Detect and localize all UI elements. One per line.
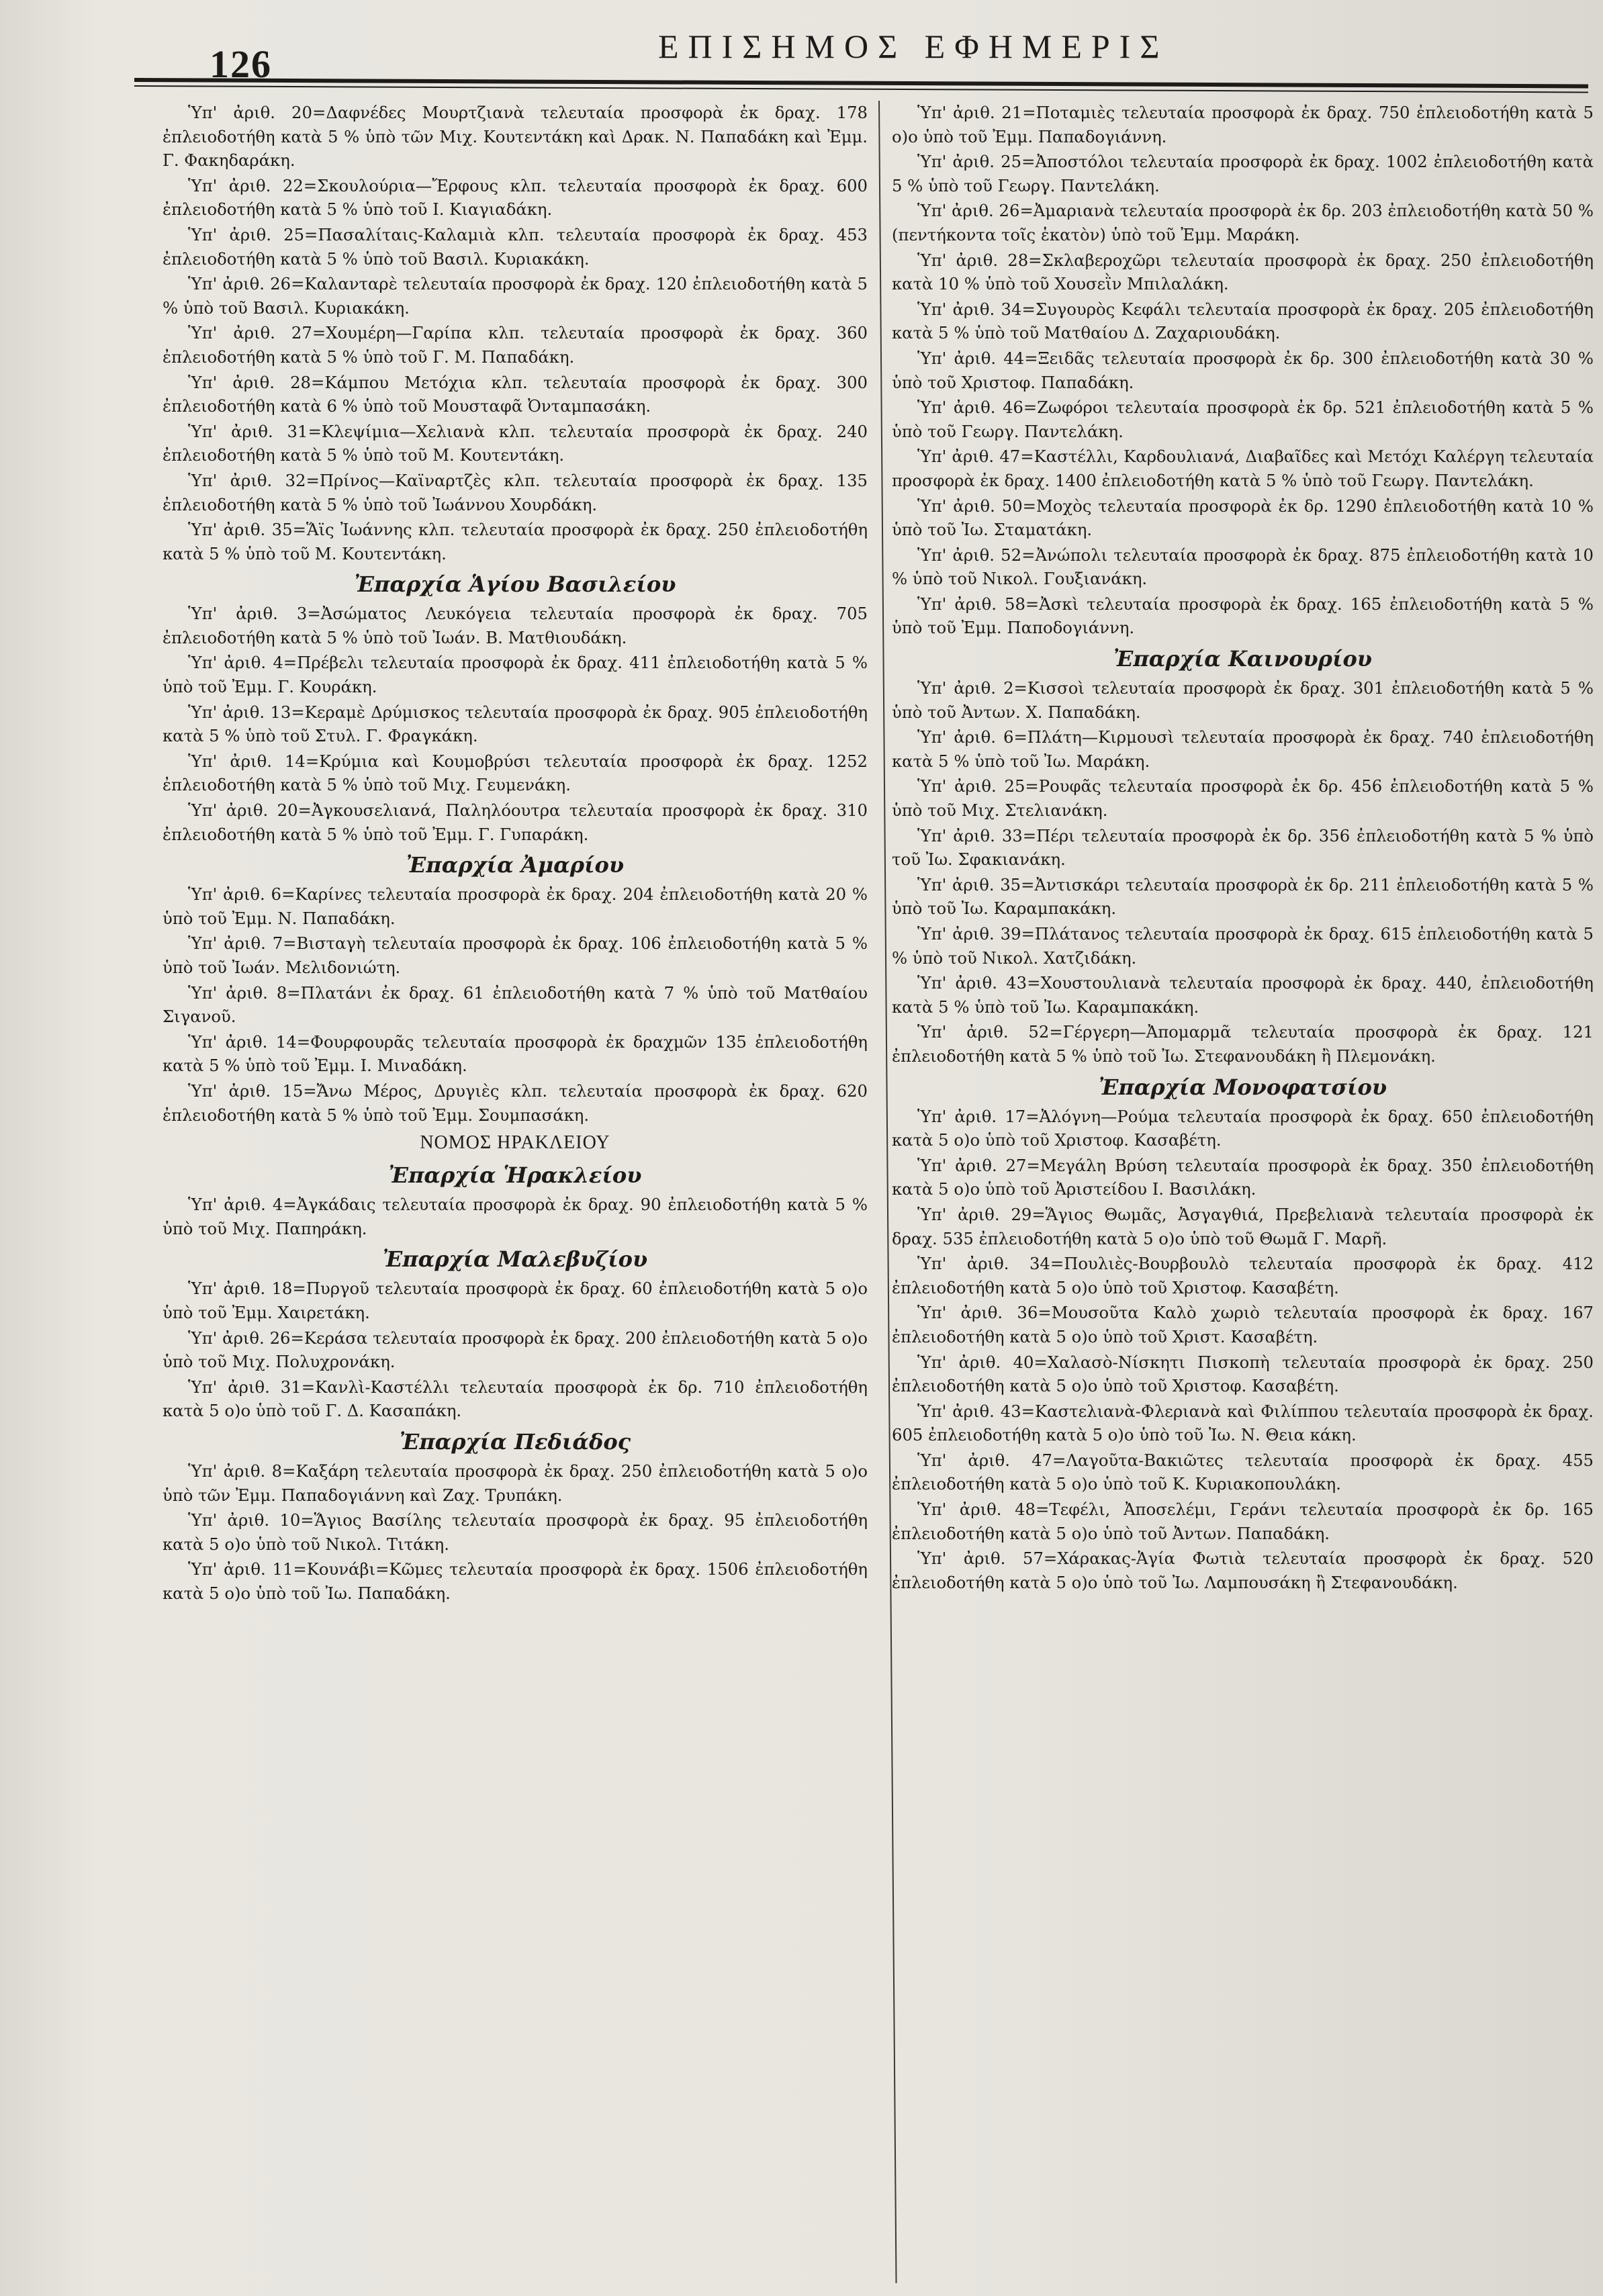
- auction-entry: Ὑπ' ἀριθ. 52=Γέργερη—Ἀπομαρμᾶ τελευταία προσφορὰ ἐκ δραχ. 121 ἐπλειοδοτήθη κατὰ 5 % ὑπὸ τοῦ Ἰω. Στεφανουδάκη ἢ Πλεμονάκη.: [892, 1022, 1594, 1066]
- auction-entry: Ὑπ' ἀριθ. 34=Πουλιὲς-Βουρβουλὸ τελευταία προσφορὰ ἐκ δραχ. 412 ἐπλειοδοτήθη κατὰ 5 ο)ο ὑπὸ τοῦ Χριστοφ. Κασαβέτη.: [892, 1254, 1594, 1297]
- masthead-title: ΕΠΙΣΗΜΟΣ ΕΦΗΜΕΡΙΣ: [658, 28, 1169, 65]
- auction-entry: Ὑπ' ἀριθ. 14=Φουρφουρᾶς τελευταία προσφορὰ ἐκ δραχμῶν 135 ἐπλειοδοτήθη κατὰ 5 % ὑπὸ τοῦ Ἐμμ. Ι. Μιναδάκη.: [163, 1031, 868, 1076]
- left-entries-5: [163, 1277, 868, 1423]
- auction-entry: Ὑπ' ἀριθ. 25=Ἀποστόλοι τελευταία προσφορὰ ἐκ δραχ. 1002 ἐπλειοδοτήθη κατὰ 5 % ὑπὸ τοῦ Γεωργ. Παντελάκη.: [892, 152, 1594, 195]
- auction-entry: Ὑπ' ἀριθ. 25=Πασαλίταις-Καλαμιὰ κλπ. τελευταία προσφορὰ ἐκ δραχ. 453 ἐπλειοδοτήθη κατὰ 5 % ὑπὸ τοῦ Βασιλ. Κυριακάκη.: [163, 224, 868, 269]
- section-heading-pediada: Ἐπαρχία Πεδιάδος: [399, 1428, 631, 1455]
- auction-entry: Ὑπ' ἀριθ. 27=Μεγάλη Βρύση τελευταία προσφορὰ ἐκ δραχ. 350 ἐπλειοδοτήθη κατὰ 5 ο)ο ὑπὸ τοῦ Ἀριστείδου Ι. Βασιλάκη.: [892, 1155, 1594, 1199]
- auction-entry: Ὑπ' ἀριθ. 7=Βισταγὴ τελευταία προσφορὰ ἐκ δραχ. 106 ἐπλειοδοτήθη κατὰ 5 % ὑπὸ τοῦ Ἰωάν. Μελιδονιώτη.: [163, 933, 868, 977]
- auction-entry: Ὑπ' ἀριθ. 35=Ἅϊς Ἰωάννης κλπ. τελευταία προσφορὰ ἐκ δραχ. 250 ἐπλειοδοτήθη κατὰ 5 % ὑπὸ τοῦ Μ. Κουτεντάκη.: [163, 520, 868, 563]
- auction-entry: Ὑπ' ἀριθ. 52=Ἀνώπολι τελευταία προσφορὰ ἐκ δραχ. 875 ἐπλειοδοτήθη κατὰ 10 % ὑπὸ τοῦ Νικολ. Γουξιανάκη.: [892, 545, 1594, 589]
- auction-entry: Ὑπ' ἀριθ. 57=Χάρακας-Ἁγία Φωτιὰ τελευταία προσφορὰ ἐκ δραχ. 520 ἐπλειοδοτήθη κατὰ 5 ο)ο ὑπὸ τοῦ Ἰω. Λαμπουσάκη ἢ Στεφανουδάκη.: [892, 1549, 1594, 1592]
- left-entries-2: [163, 602, 868, 846]
- auction-entry: Ὑπ' ἀριθ. 20=Ἀγκουσελιανά, Παληλόουτρα τελευταία προσφορὰ ἐκ δραχ. 310 ἐπλειοδοτήθη κατὰ 5 % ὑπὸ τοῦ Ἐμμ. Γ. Γυπαράκη.: [163, 800, 868, 844]
- section-heading-monofatsi: Ἐπαρχία Μονοφατσίου: [1098, 1074, 1387, 1100]
- auction-entry: Ὑπ' ἀριθ. 14=Κρύμια καὶ Κουμοβρύσι τελευταία προσφορὰ ἐκ δραχ. 1252 ἐπλειοδοτήθη κατὰ 5 % ὑπὸ τοῦ Μιχ. Γευμενάκη.: [163, 751, 868, 795]
- right-column: [892, 101, 1594, 1596]
- auction-entry: Ὑπ' ἀριθ. 22=Σκουλούρια—Ἔρφους κλπ. τελευταία προσφορὰ ἐκ δραχ. 600 ἐπλειοδοτήθη κατὰ 5 % ὑπὸ τοῦ Ι. Κιαγιαδάκη.: [163, 175, 868, 220]
- left-entries-3: [163, 882, 868, 1127]
- section-heading-malevizi: Ἐπαρχία Μαλεβυζίου: [382, 1246, 648, 1273]
- auction-entry: Ὑπ' ἀριθ. 6=Καρίνες τελευταία προσφορὰ ἐκ δραχ. 204 ἐπλειοδοτήθη κατὰ 20 % ὑπὸ τοῦ Ἐμμ. Ν. Παπαδάκη.: [163, 884, 868, 928]
- auction-entry: Ὑπ' ἀριθ. 33=Πέρι τελευταία προσφορὰ ἐκ δρ. 356 ἐπλειοδοτήθη κατὰ 5 % ὑπὸ τοῦ Ἰω. Σφακιανάκη.: [892, 825, 1594, 870]
- auction-entry: Ὑπ' ἀριθ. 4=Ἀγκάδαις τελευταία προσφορὰ ἐκ δραχ. 90 ἐπλειοδοτήθη κατὰ 5 % ὑπὸ τοῦ Μιχ. Παπηράκη.: [163, 1195, 868, 1238]
- auction-entry: Ὑπ' ἀριθ. 26=Καλανταρὲ τελευταία προσφορὰ ἐκ δραχ. 120 ἐπλειοδοτήθη κατὰ 5 % ὑπὸ τοῦ Βασιλ. Κυριακάκη.: [163, 274, 868, 318]
- auction-entry: Ὑπ' ἀριθ. 34=Συγουρὸς Κεφάλι τελευταία προσφορὰ ἐκ δραχ. 205 ἐπλειοδοτήθη κατὰ 5 % ὑπὸ τοῦ Ματθαίου Δ. Ζαχαριουδάκη.: [892, 299, 1594, 343]
- section-heading-kainourio: Ἐπαρχία Καινουρίου: [1113, 646, 1372, 672]
- auction-entry: Ὑπ' ἀριθ. 3=Ἀσώματος Λευκόγεια τελευταία προσφορὰ ἐκ δραχ. 705 ἐπλειοδοτήθη κατὰ 5 % ὑπὸ τοῦ Ἰωάν. Β. Ματθιουδάκη.: [163, 604, 868, 647]
- auction-entry: Ὑπ' ἀριθ. 8=Καξάρη τελευταία προσφορὰ ἐκ δραχ. 250 ἐπλειοδοτήθη κατὰ 5 ο)ο ὑπὸ τῶν Ἐμμ. Παπαδογιάννη καὶ Ζαχ. Τρυπάκη.: [163, 1461, 868, 1505]
- auction-entry: Ὑπ' ἀριθ. 46=Ζωφόροι τελευταία προσφορὰ ἐκ δρ. 521 ἐπλειοδοτήθη κατὰ 5 % ὑπὸ τοῦ Γεωργ. Παντελάκη.: [892, 398, 1594, 441]
- auction-entry: Ὑπ' ἀριθ. 47=Λαγοῦτα-Βακιῶτες τελευταία προσφορὰ ἐκ δραχ. 455 ἐπλειοδοτήθη κατὰ 5 ο)ο ὑπὸ τοῦ Κ. Κυριακοπουλάκη.: [892, 1450, 1594, 1494]
- auction-entry: Ὑπ' ἀριθ. 47=Καστέλλι, Καρδουλιανά, Διαβαῖδες καὶ Μετόχι Καλέργη τελευταία προσφορὰ ἐκ δραχ. 1400 ἐπλειοδοτήθη κατὰ 5 % ὑπὸ τοῦ Γεωργ. Παντελάκη.: [892, 447, 1594, 490]
- auction-entry: Ὑπ' ἀριθ. 40=Χαλασὸ-Νίσκητι Πισκοπὴ τελευταία προσφορὰ ἐκ δραχ. 250 ἐπλειοδοτήθη κατὰ 5 ο)ο ὑπὸ τοῦ Χριστοφ. Κασαβέτη.: [892, 1352, 1594, 1396]
- auction-entry: Ὑπ' ἀριθ. 25=Ρουφᾶς τελευταία προσφορὰ ἐκ δρ. 456 ἐπλειοδοτήθη κατὰ 5 % ὑπὸ τοῦ Μιχ. Στελιανάκη.: [892, 776, 1594, 821]
- auction-entry: Ὑπ' ἀριθ. 35=Ἀντισκάρι τελευταία προσφορὰ ἐκ δρ. 211 ἐπλειοδοτήθη κατὰ 5 % ὑπὸ τοῦ Ἰω. Καραμπακάκη.: [892, 874, 1594, 919]
- left-column: [163, 101, 868, 1606]
- subheading-nomos-irakleiou: ΝΟΜΟΣ ΗΡΑΚΛΕΙΟΥ: [420, 1132, 610, 1154]
- auction-entry: Ὑπ' ἀριθ. 58=Ἀσκὶ τελευταία προσφορὰ ἐκ δραχ. 165 ἐπλειοδοτήθη κατὰ 5 % ὑπὸ τοῦ Ἐμμ. Παποδογιάννη.: [892, 594, 1594, 638]
- auction-entry: Ὑπ' ἀριθ. 26=Κεράσα τελευταία προσφορὰ ἐκ δραχ. 200 ἐπλειοδοτήθη κατὰ 5 ο)ο ὑπὸ τοῦ Μιχ. Πολυχρονάκη.: [163, 1328, 868, 1372]
- auction-entry: Ὑπ' ἀριθ. 17=Ἀλόγνη—Ρούμα τελευταία προσφορὰ ἐκ δραχ. 650 ἐπλειοδοτήθη κατὰ 5 ο)ο ὑπὸ τοῦ Χριστοφ. Κασαβέτη.: [892, 1106, 1594, 1150]
- page-number: 126: [210, 42, 272, 86]
- auction-entry: Ὑπ' ἀριθ. 26=Ἀμαριανὰ τελευταία προσφορὰ ἐκ δρ. 203 ἐπλειοδοτήθη κατὰ 50 % (πεντήκοντα τοῖς ἑκατὸν) ὑπὸ τοῦ Ἐμμ. Μαράκη.: [892, 201, 1594, 244]
- auction-entry: Ὑπ' ἀριθ. 31=Κλεψίμια—Χελιανὰ κλπ. τελευταία προσφορὰ ἐκ δραχ. 240 ἐπλειοδοτήθη κατὰ 5 % ὑπὸ τοῦ Μ. Κουτεντάκη.: [163, 421, 868, 465]
- auction-entry: Ὑπ' ἀριθ. 39=Πλάτανος τελευταία προσφορὰ ἐκ δραχ. 615 ἐπλειοδοτήθη κατὰ 5 % ὑπὸ τοῦ Νικολ. Χατζιδάκη.: [892, 924, 1594, 968]
- auction-entry: Ὑπ' ἀριθ. 32=Πρίνος—Καϊναρτζὲς κλπ. τελευταία προσφορὰ ἐκ δραχ. 135 ἐπλειοδοτήθη κατὰ 5 % ὑπὸ τοῦ Ἰωάννου Χουρδάκη.: [163, 470, 868, 514]
- right-entries-3: [892, 1105, 1594, 1595]
- auction-entry: Ὑπ' ἀριθ. 8=Πλατάνι ἐκ δραχ. 61 ἐπλειοδοτήθη κατὰ 7 % ὑπὸ τοῦ Ματθαίου Σιγανοῦ.: [163, 982, 868, 1027]
- auction-entry: Ὑπ' ἀριθ. 4=Πρέβελι τελευταία προσφορὰ ἐκ δραχ. 411 ἐπλειοδοτήθη κατὰ 5 % ὑπὸ τοῦ Ἐμμ. Γ. Κουράκη.: [163, 653, 868, 697]
- left-entries-1: [163, 101, 868, 565]
- auction-entry: Ὑπ' ἀριθ. 43=Καστελιανὰ-Φλεριανὰ καὶ Φιλίππου τελευταία προσφορὰ ἐκ δραχ. 605 ἐπλειοδοτήθη κατὰ 5 ο)ο ὑπὸ τοῦ Ἰω. Ν. Θεια κάκη.: [892, 1401, 1594, 1445]
- auction-entry: Ὑπ' ἀριθ. 44=Ξειδᾶς τελευταία προσφορὰ ἐκ δρ. 300 ἐπλειοδοτήθη κατὰ 30 % ὑπὸ τοῦ Χριστοφ. Παπαδάκη.: [892, 348, 1594, 392]
- auction-entry: Ὑπ' ἀριθ. 36=Μουσοῦτα Καλὸ χωριὸ τελευταία προσφορὰ ἐκ δραχ. 167 ἐπλειοδοτήθη κατὰ 5 ο)ο ὑπὸ τοῦ Χριστ. Κασαβέτη.: [892, 1303, 1594, 1346]
- auction-entry: Ὑπ' ἀριθ. 28=Σκλαβεροχῶρι τελευταία προσφορὰ ἐκ δραχ. 250 ἐπλειοδοτήθη κατὰ 10 % ὑπὸ τοῦ Χουσεῒν Μπιλαλάκη.: [892, 250, 1594, 294]
- auction-entry: Ὑπ' ἀριθ. 28=Κάμπου Μετόχια κλπ. τελευταία προσφορὰ ἐκ δραχ. 300 ἐπλειοδοτήθη κατὰ 6 % ὑπὸ τοῦ Μουσταφᾶ Ὀνταμπασάκη.: [163, 372, 868, 416]
- auction-entry: Ὑπ' ἀριθ. 10=Ἅγιος Βασίλης τελευταία προσφορὰ ἐκ δραχ. 95 ἐπλειοδοτήθη κατὰ 5 ο)ο ὑπὸ τοῦ Νικολ. Τιτάκη.: [163, 1510, 868, 1554]
- auction-entry: Ὑπ' ἀριθ. 31=Κανλὶ-Καστέλλι τελευταία προσφορὰ ἐκ δρ. 710 ἐπλειοδοτήθη κατὰ 5 ο)ο ὑπὸ τοῦ Γ. Δ. Κασαπάκη.: [163, 1377, 868, 1421]
- auction-entry: Ὑπ' ἀριθ. 27=Χουμέρη—Γαρίπα κλπ. τελευταία προσφορὰ ἐκ δραχ. 360 ἐπλειοδοτήθη κατὰ 5 % ὑπὸ τοῦ Γ. Μ. Παπαδάκη.: [163, 323, 868, 367]
- section-heading-irakleio: Ἐπαρχία Ἡρακλείου: [388, 1162, 642, 1189]
- auction-entry: Ὑπ' ἀριθ. 50=Μοχὸς τελευταία προσφορὰ ἐκ δρ. 1290 ἐπλειοδοτήθη κατὰ 10 % ὑπὸ τοῦ Ἰω. Σταματάκη.: [892, 496, 1594, 540]
- auction-entry: Ὑπ' ἀριθ. 43=Χουστουλιανὰ τελευταία προσφορὰ ἐκ δραχ. 440, ἐπλειοδοτήθη κατὰ 5 % ὑπὸ τοῦ Ἰω. Καραμπακάκη.: [892, 973, 1594, 1017]
- left-entries-6: [163, 1459, 868, 1606]
- left-entries-4: [163, 1193, 868, 1240]
- auction-entry: Ὑπ' ἀριθ. 13=Κεραμὲ Δρύμισκος τελευταία προσφορὰ ἐκ δραχ. 905 ἐπλειοδοτήθη κατὰ 5 % ὑπὸ τοῦ Στυλ. Γ. Φραγκάκη.: [163, 702, 868, 746]
- auction-entry: Ὑπ' ἀριθ. 11=Κουνάβι=Κῶμες τελευταία προσφορὰ ἐκ δραχ. 1506 ἐπλειοδοτήθη κατὰ 5 ο)ο ὑπὸ τοῦ Ἰω. Παπαδάκη.: [163, 1559, 868, 1603]
- auction-entry: Ὑπ' ἀριθ. 48=Τεφέλι, Ἀποσελέμι, Γεράνι τελευταία προσφορὰ ἐκ δρ. 165 ἐπλειοδοτήθη κατὰ 5 ο)ο ὑπὸ τοῦ Ἀντων. Παπαδάκη.: [892, 1500, 1594, 1543]
- right-entries-1: [892, 101, 1594, 640]
- auction-entry: Ὑπ' ἀριθ. 15=Ἄνω Μέρος, Δρυγιὲς κλπ. τελευταία προσφορὰ ἐκ δραχ. 620 ἐπλειοδοτήθη κατὰ 5 % ὑπὸ τοῦ Ἐμμ. Σουμπασάκη.: [163, 1081, 868, 1125]
- auction-entry: Ὑπ' ἀριθ. 6=Πλάτη—Κιρμουσὶ τελευταία προσφορὰ ἐκ δραχ. 740 ἐπλειοδοτήθη κατὰ 5 % ὑπὸ τοῦ Ἰω. Μαράκη.: [892, 727, 1594, 771]
- auction-entry: Ὑπ' ἀριθ. 2=Κισσοὶ τελευταία προσφορὰ ἐκ δραχ. 301 ἐπλειοδοτήθη κατὰ 5 % ὑπὸ τοῦ Ἀντων. Χ. Παπαδάκη.: [892, 678, 1594, 722]
- auction-entry: Ὑπ' ἀριθ. 20=Δαφνέδες Μουρτζιανὰ τελευταία προσφορὰ ἐκ δραχ. 178 ἐπλειοδοτήθη κατὰ 5 % ὑπὸ τῶν Μιχ. Κουτεντάκη καὶ Δρακ. Ν. Παπαδάκη καὶ Ἐμμ. Γ. Φακηδαράκη.: [163, 103, 868, 171]
- section-heading-amari: Ἐπαρχία Ἀμαρίου: [406, 852, 625, 878]
- right-entries-2: [892, 676, 1594, 1068]
- auction-entry: Ὑπ' ἀριθ. 29=Ἅγιος Θωμᾶς, Ἀσγαγθιά, Πρεβελιανὰ τελευταία προσφορὰ ἐκ δραχ. 535 ἐπλειοδοτήθη κατὰ 5 ο)ο ὑπὸ τοῦ Θωμᾶ Γ. Μαρῆ.: [892, 1204, 1594, 1248]
- auction-entry: Ὑπ' ἀριθ. 18=Πυργοῦ τελευταία προσφορὰ ἐκ δραχ. 60 ἐπλειοδοτήθη κατὰ 5 ο)ο ὑπὸ τοῦ Ἐμμ. Χαιρετάκη.: [163, 1279, 868, 1322]
- section-heading-agios-vasileios: Ἐπαρχία Ἁγίου Βασιλείου: [354, 571, 676, 598]
- auction-entry: Ὑπ' ἀριθ. 21=Ποταμιὲς τελευταία προσφορὰ ἐκ δραχ. 750 ἐπλειοδοτήθη κατὰ 5 ο)ο ὑπὸ τοῦ Ἐμμ. Παπαδογιάννη.: [892, 103, 1594, 146]
